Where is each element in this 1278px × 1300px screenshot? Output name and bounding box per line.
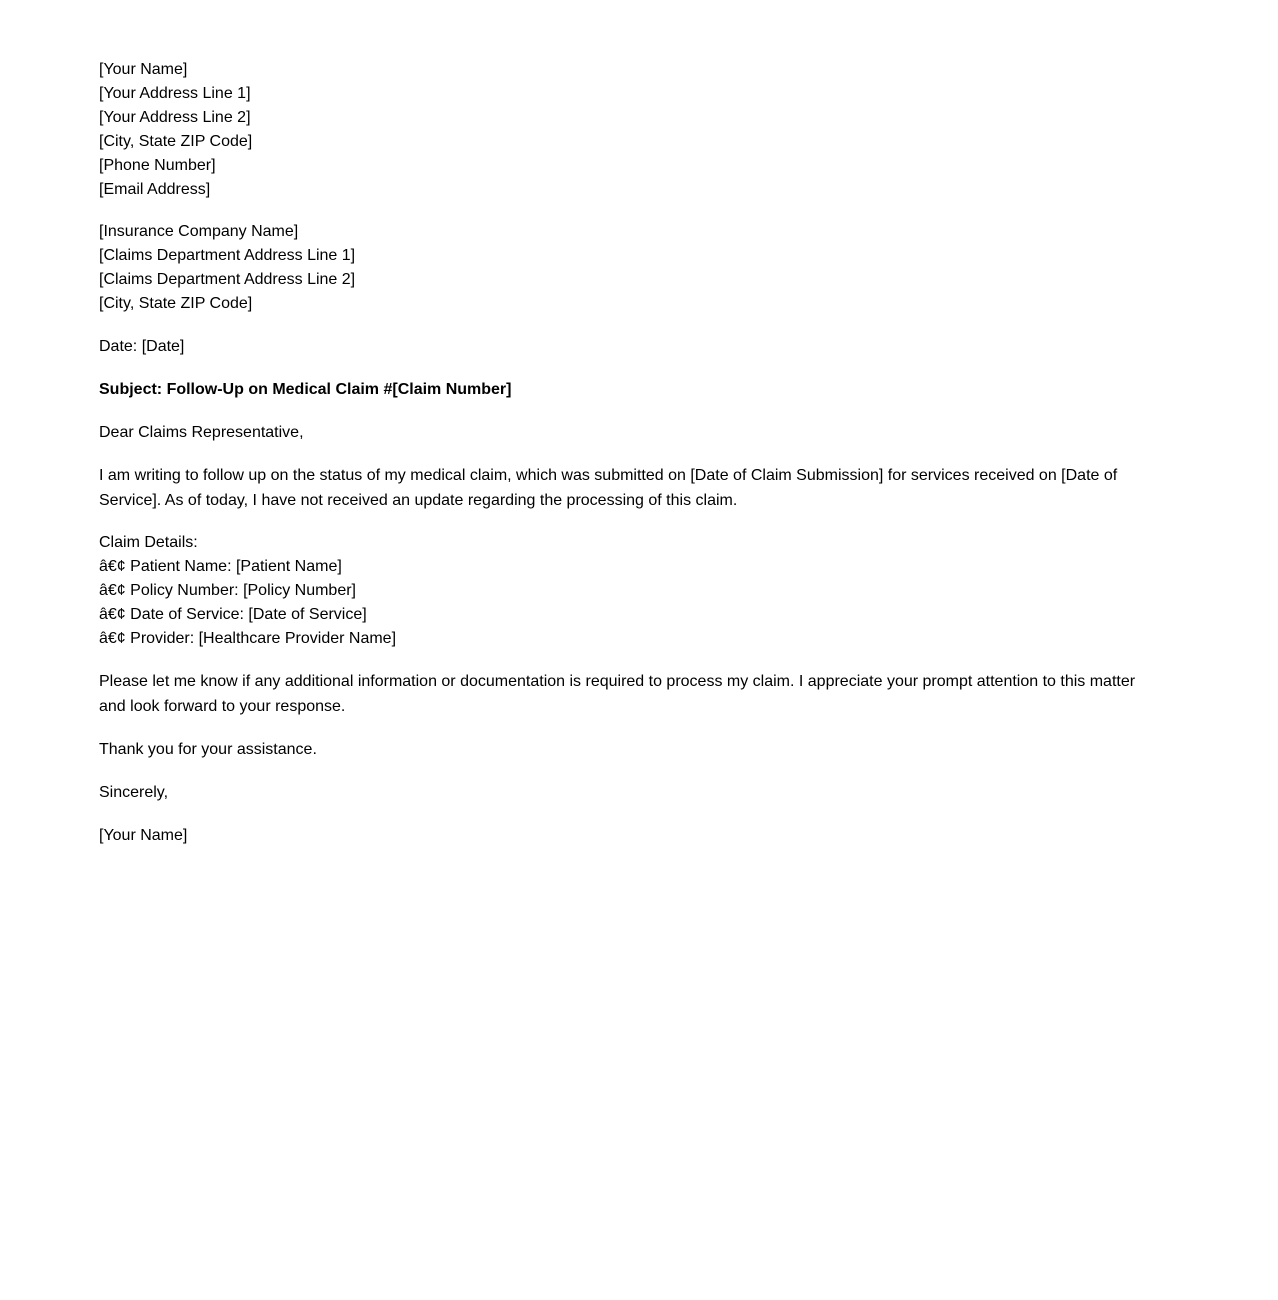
claim-details-heading: Claim Details: <box>99 534 198 551</box>
sender-address-line-1: [Your Address Line 1] <box>99 85 251 102</box>
claim-detail-item-policy-number: â€¢ Policy Number: [Policy Number] <box>99 582 356 599</box>
date-line: Date: [Date] <box>99 338 185 355</box>
recipient-address-line-1: [Claims Department Address Line 1] <box>99 247 356 264</box>
sender-address-line-2: [Your Address Line 2] <box>99 109 251 126</box>
closing-line: Sincerely, <box>99 784 169 801</box>
thank-you-line: Thank you for your assistance. <box>99 741 317 758</box>
sender-phone-line: [Phone Number] <box>99 157 216 174</box>
sender-address-block <box>99 58 1140 202</box>
sender-city-state-zip-line: [City, State ZIP Code] <box>99 133 253 150</box>
claim-detail-item-patient-name: â€¢ Patient Name: [Patient Name] <box>99 558 342 575</box>
recipient-address-line-2: [Claims Department Address Line 2] <box>99 271 356 288</box>
recipient-city-state-zip-line: [City, State ZIP Code] <box>99 295 253 312</box>
sender-email-line: [Email Address] <box>99 181 211 198</box>
signature-line: [Your Name] <box>99 827 188 844</box>
salutation: Dear Claims Representative, <box>99 424 304 441</box>
claim-detail-item-date-of-service: â€¢ Date of Service: [Date of Service] <box>99 606 367 623</box>
recipient-address-block <box>99 220 1140 316</box>
body-paragraph-1: I am writing to follow up on the status of my medical claim, which was submitted on [Date of Claim Submission] for services received on [Date of Service]. As of today, I have not received an update regarding the processing of this claim. <box>99 467 1118 509</box>
claim-details-block <box>99 531 1140 651</box>
subject-line: Subject: Follow-Up on Medical Claim #[Claim Number] <box>99 381 512 398</box>
claim-detail-item-provider: â€¢ Provider: [Healthcare Provider Name] <box>99 630 397 647</box>
sender-name-line: [Your Name] <box>99 61 188 78</box>
body-paragraph-2: Please let me know if any additional information or documentation is required to process my claim. I appreciate your prompt attention to this matter and look forward to your response. <box>99 673 1136 715</box>
recipient-company-line: [Insurance Company Name] <box>99 223 299 240</box>
